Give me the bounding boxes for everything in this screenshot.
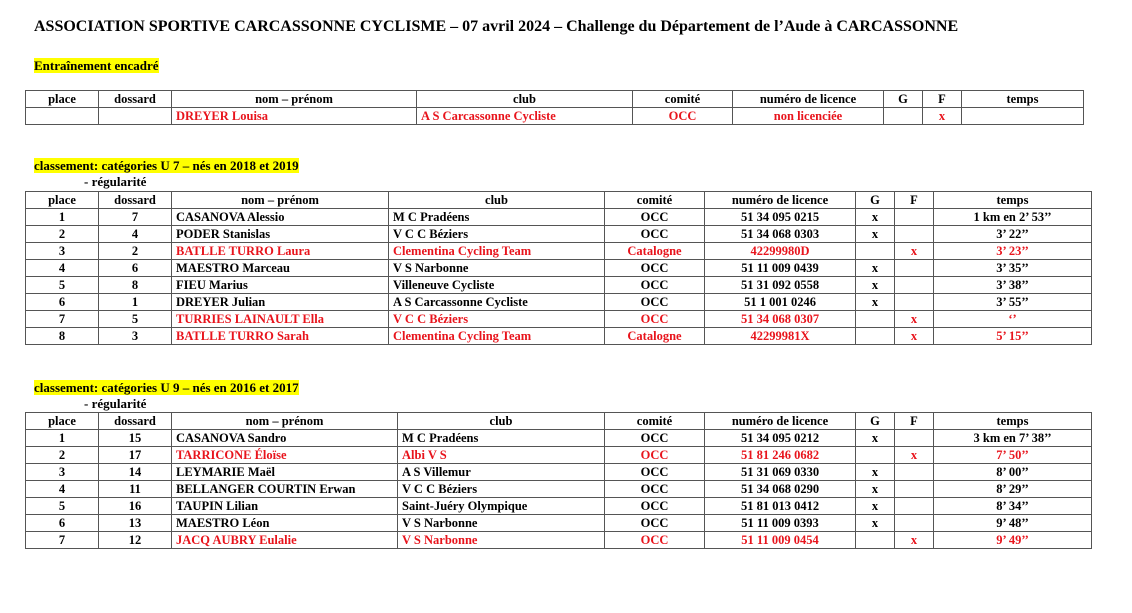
g-cell (856, 243, 895, 260)
header-nom: nom – prénom (172, 192, 389, 209)
f-cell (895, 277, 934, 294)
club-cell: V S Narbonne (398, 515, 605, 532)
section-heading-u7: classement: catégories U 7 – nés en 2018 et 2019 (34, 158, 299, 173)
place-cell: 3 (26, 464, 99, 481)
comite-cell: OCC (605, 498, 705, 515)
dossard-cell: 13 (99, 515, 172, 532)
f-cell (895, 209, 934, 226)
dossard-cell: 6 (99, 260, 172, 277)
table-row (26, 430, 1092, 447)
temps-cell: 3’ 55’’ (934, 294, 1092, 311)
header-licence: numéro de licence (705, 192, 856, 209)
f-cell (895, 464, 934, 481)
name-cell: MAESTRO Marceau (172, 260, 389, 277)
g-cell: x (856, 260, 895, 277)
header-temps: temps (962, 91, 1084, 108)
club-cell: V C C Béziers (398, 481, 605, 498)
name-cell: TURRIES LAINAULT Ella (172, 311, 389, 328)
name-cell: TARRICONE Éloïse (172, 447, 398, 464)
header-place: place (26, 192, 99, 209)
f-cell (895, 515, 934, 532)
comite-cell: OCC (605, 447, 705, 464)
club-cell: A S Carcassonne Cycliste (389, 294, 605, 311)
header-club: club (398, 413, 605, 430)
temps-cell: 1 km en 2’ 53’’ (934, 209, 1092, 226)
header-f: F (895, 192, 934, 209)
f-cell: x (895, 447, 934, 464)
dossard-cell (99, 108, 172, 125)
temps-cell: 3’ 22’’ (934, 226, 1092, 243)
place-cell: 4 (26, 260, 99, 277)
table-u7 (25, 191, 1092, 345)
table-row (26, 515, 1092, 532)
header-licence: numéro de licence (705, 413, 856, 430)
place-cell: 7 (26, 311, 99, 328)
table-row (26, 108, 1084, 125)
table-entrainement (25, 90, 1084, 125)
club-cell: Saint-Juéry Olympique (398, 498, 605, 515)
dossard-cell: 3 (99, 328, 172, 345)
section-heading-u9: classement: catégories U 9 – nés en 2016 et 2017 (34, 380, 299, 395)
licence-cell: 51 34 068 0290 (705, 481, 856, 498)
name-cell: JACQ AUBRY Eulalie (172, 532, 398, 549)
temps-cell: ‘’ (934, 311, 1092, 328)
table-row (26, 328, 1092, 345)
table-row (26, 277, 1092, 294)
f-cell: x (923, 108, 962, 125)
place-cell: 2 (26, 447, 99, 464)
dossard-cell: 17 (99, 447, 172, 464)
header-nom: nom – prénom (172, 413, 398, 430)
header-place: place (26, 91, 99, 108)
f-cell (895, 430, 934, 447)
table-row (26, 311, 1092, 328)
name-cell: BELLANGER COURTIN Erwan (172, 481, 398, 498)
place-cell: 8 (26, 328, 99, 345)
licence-cell: 51 11 009 0393 (705, 515, 856, 532)
place-cell: 1 (26, 209, 99, 226)
dossard-cell: 16 (99, 498, 172, 515)
place-cell: 5 (26, 498, 99, 515)
table-row (26, 226, 1092, 243)
club-cell: M C Pradéens (389, 209, 605, 226)
place-cell: 6 (26, 294, 99, 311)
table-row (26, 447, 1092, 464)
f-cell: x (895, 311, 934, 328)
licence-cell: 51 31 069 0330 (705, 464, 856, 481)
header-g: G (856, 192, 895, 209)
dossard-cell: 7 (99, 209, 172, 226)
g-cell: x (856, 498, 895, 515)
header-nom: nom – prénom (172, 91, 417, 108)
dossard-cell: 5 (99, 311, 172, 328)
comite-cell: OCC (605, 226, 705, 243)
temps-cell: 3’ 23’’ (934, 243, 1092, 260)
g-cell: x (856, 464, 895, 481)
table-row (26, 464, 1092, 481)
place-cell: 7 (26, 532, 99, 549)
header-f: F (923, 91, 962, 108)
f-cell (895, 498, 934, 515)
licence-cell: 42299980D (705, 243, 856, 260)
header-row (26, 91, 1084, 108)
licence-cell: 51 81 013 0412 (705, 498, 856, 515)
dossard-cell: 14 (99, 464, 172, 481)
name-cell: FIEU Marius (172, 277, 389, 294)
name-cell: DREYER Julian (172, 294, 389, 311)
temps-cell: 3’ 35’’ (934, 260, 1092, 277)
licence-cell: 51 34 068 0307 (705, 311, 856, 328)
g-cell: x (856, 515, 895, 532)
g-cell (884, 108, 923, 125)
g-cell: x (856, 226, 895, 243)
licence-cell: 51 1 001 0246 (705, 294, 856, 311)
comite-cell: OCC (605, 311, 705, 328)
comite-cell: OCC (605, 260, 705, 277)
dossard-cell: 12 (99, 532, 172, 549)
place-cell: 5 (26, 277, 99, 294)
header-dossard: dossard (99, 192, 172, 209)
header-row (26, 413, 1092, 430)
dossard-cell: 8 (99, 277, 172, 294)
comite-cell: OCC (605, 209, 705, 226)
table-row (26, 532, 1092, 549)
place-cell (26, 108, 99, 125)
name-cell: CASANOVA Sandro (172, 430, 398, 447)
name-cell: CASANOVA Alessio (172, 209, 389, 226)
name-cell: MAESTRO Léon (172, 515, 398, 532)
header-comite: comité (605, 413, 705, 430)
comite-cell: OCC (605, 515, 705, 532)
header-dossard: dossard (99, 413, 172, 430)
comite-cell: OCC (605, 430, 705, 447)
f-cell (895, 226, 934, 243)
g-cell: x (856, 430, 895, 447)
header-place: place (26, 413, 99, 430)
g-cell (856, 311, 895, 328)
header-row (26, 192, 1092, 209)
header-g: G (856, 413, 895, 430)
temps-cell: 8’ 34’’ (934, 498, 1092, 515)
f-cell (895, 481, 934, 498)
club-cell: V C C Béziers (389, 226, 605, 243)
temps-cell: 8’ 00’’ (934, 464, 1092, 481)
licence-cell: 51 34 068 0303 (705, 226, 856, 243)
licence-cell: non licenciée (733, 108, 884, 125)
dossard-cell: 15 (99, 430, 172, 447)
g-cell: x (856, 481, 895, 498)
name-cell: BATLLE TURRO Sarah (172, 328, 389, 345)
name-cell: TAUPIN Lilian (172, 498, 398, 515)
temps-cell: 7’ 50’’ (934, 447, 1092, 464)
temps-cell: 5’ 15’’ (934, 328, 1092, 345)
f-cell (895, 260, 934, 277)
licence-cell: 51 34 095 0212 (705, 430, 856, 447)
f-cell: x (895, 532, 934, 549)
f-cell (895, 294, 934, 311)
dossard-cell: 2 (99, 243, 172, 260)
g-cell (856, 532, 895, 549)
club-cell: A S Villemur (398, 464, 605, 481)
header-temps: temps (934, 192, 1092, 209)
g-cell (856, 447, 895, 464)
header-f: F (895, 413, 934, 430)
licence-cell: 51 31 092 0558 (705, 277, 856, 294)
comite-cell: OCC (605, 277, 705, 294)
temps-cell: 3 km en 7’ 38’’ (934, 430, 1092, 447)
name-cell: BATLLE TURRO Laura (172, 243, 389, 260)
comite-cell: OCC (605, 532, 705, 549)
name-cell: LEYMARIE Maël (172, 464, 398, 481)
dossard-cell: 4 (99, 226, 172, 243)
header-dossard: dossard (99, 91, 172, 108)
comite-cell: OCC (605, 481, 705, 498)
table-row (26, 481, 1092, 498)
section-subheading-u9: - régularité (84, 396, 147, 411)
club-cell: Clementina Cycling Team (389, 243, 605, 260)
place-cell: 3 (26, 243, 99, 260)
comite-cell: OCC (605, 294, 705, 311)
temps-cell: 3’ 38’’ (934, 277, 1092, 294)
table-row (26, 294, 1092, 311)
section-subheading-u7: - régularité (84, 174, 147, 189)
licence-cell: 51 11 009 0454 (705, 532, 856, 549)
comite-cell: OCC (633, 108, 733, 125)
g-cell: x (856, 209, 895, 226)
document-title: ASSOCIATION SPORTIVE CARCASSONNE CYCLISME – 07 avril 2024 – Challenge du Département de l’Aude à CARCASSONNE (34, 18, 959, 35)
header-g: G (884, 91, 923, 108)
g-cell: x (856, 294, 895, 311)
club-cell: V S Narbonne (398, 532, 605, 549)
header-club: club (417, 91, 633, 108)
f-cell: x (895, 328, 934, 345)
table-u9 (25, 412, 1092, 549)
licence-cell: 42299981X (705, 328, 856, 345)
licence-cell: 51 81 246 0682 (705, 447, 856, 464)
licence-cell: 51 11 009 0439 (705, 260, 856, 277)
club-cell: Albi V S (398, 447, 605, 464)
header-comite: comité (605, 192, 705, 209)
g-cell: x (856, 277, 895, 294)
place-cell: 2 (26, 226, 99, 243)
place-cell: 1 (26, 430, 99, 447)
club-cell: Villeneuve Cycliste (389, 277, 605, 294)
licence-cell: 51 34 095 0215 (705, 209, 856, 226)
header-licence: numéro de licence (733, 91, 884, 108)
temps-cell: 8’ 29’’ (934, 481, 1092, 498)
place-cell: 4 (26, 481, 99, 498)
name-cell: PODER Stanislas (172, 226, 389, 243)
table-row (26, 260, 1092, 277)
dossard-cell: 11 (99, 481, 172, 498)
table-row (26, 243, 1092, 260)
header-temps: temps (934, 413, 1092, 430)
club-cell: V C C Béziers (389, 311, 605, 328)
temps-cell: 9’ 48’’ (934, 515, 1092, 532)
name-cell: DREYER Louisa (172, 108, 417, 125)
table-row (26, 498, 1092, 515)
header-comite: comité (633, 91, 733, 108)
f-cell: x (895, 243, 934, 260)
comite-cell: OCC (605, 464, 705, 481)
dossard-cell: 1 (99, 294, 172, 311)
club-cell: V S Narbonne (389, 260, 605, 277)
table-row (26, 209, 1092, 226)
comite-cell: Catalogne (605, 328, 705, 345)
place-cell: 6 (26, 515, 99, 532)
club-cell: A S Carcassonne Cycliste (417, 108, 633, 125)
g-cell (856, 328, 895, 345)
section-heading-entrainement: Entraînement encadré (34, 58, 159, 73)
header-club: club (389, 192, 605, 209)
temps-cell (962, 108, 1084, 125)
comite-cell: Catalogne (605, 243, 705, 260)
club-cell: Clementina Cycling Team (389, 328, 605, 345)
club-cell: M C Pradéens (398, 430, 605, 447)
temps-cell: 9’ 49’’ (934, 532, 1092, 549)
